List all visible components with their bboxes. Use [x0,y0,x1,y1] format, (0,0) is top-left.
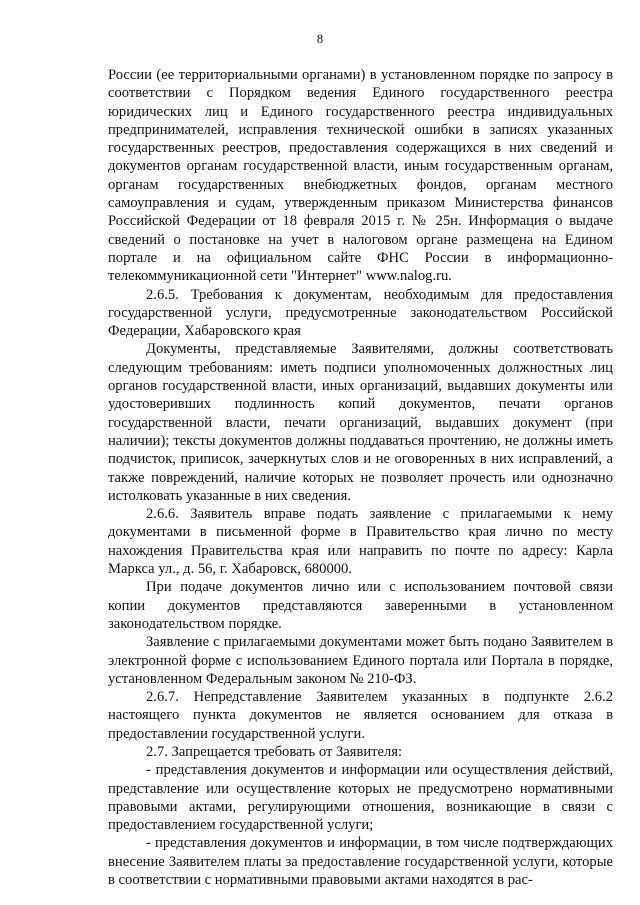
paragraph-2-6-5: 2.6.5. Требования к документам, необходимым для предоставления государственной услуги, предусмотренные законодательством Российской Федерации, Хабаровского края [108,286,613,340]
paragraph-personal-submission: При подаче документов лично или с использованием почтовой связи копии документов представляются заверенными в установленном законодательством порядке. [108,579,613,632]
paragraph-continuation: России (ее территориальными органами) в установленном порядке по запросу в соответствии с Порядком ведения Единого государственного реестра юридических лиц и Единого государственного реестра индивидуальных предпринимателей, исправления технической ошибки в записях указанных государственных реестров, предоставления содержащихся в них сведений и документов органам государственной власти, иным государственным органам, органам государственных внебюджетных фондов, органам местного самоуправления и судам, утвержденным приказом Министерства финансов Российской Федерации от 18 февраля 2015 г. № 25н. Информация о выдаче сведений о постановке на учет в налоговом органе размещена на Едином портале и на официальном сайте ФНС России в информационно-телекоммуникационной сети "Интернет" www.nalog.ru. [108,67,613,285]
paragraph-2-7: 2.7. Запрещается требовать от Заявителя: [146,743,403,760]
paragraph-document-requirements: Документы, представляемые Заявителями, должны соответствовать следующим требованиям: иметь подписи уполномоченных должностных лиц органов государственной власти, иных организаций, выдавших документы или удостоверивших подлинность копий документов, печати органов государственной власти, печати организаций, выдавших документ (при наличии); тексты документов должны поддаваться прочтению, не должны иметь подчисток, приписок, зачеркнутых слов и не оговоренных в них исправлений, а также повреждений, наличие которых не позволяет прочесть или однозначно истолковать указанные в них сведения. [108,341,613,504]
page-number: 8 [316,31,324,46]
paragraph-2-6-6: 2.6.6. Заявитель вправе подать заявление с прилагаемыми к нему документами в письменной форме в Правительство края лично по месту нахождения Правительства края или направить по почте по адресу: Карла Маркса ул., д. 56, г. Хабаровск, 680000. [108,506,613,578]
paragraph-2-6-7: 2.6.7. Непредставление Заявителем указанных в подпункте 2.6.2 настоящего пункта документов не является основанием для отказа в предоставлении государственной услуги. [108,689,613,742]
paragraph-electronic-submission: Заявление с прилагаемыми документами может быть подано Заявителем в электронной форме с использованием Единого портала или Портала в порядке, установленном Федеральным законом № 210-ФЗ. [108,634,613,687]
document-body [108,66,613,889]
list-item-prohibition-1: - представления документов и информации или осуществления действий, представление или осуществление которых не предусмотрено нормативными правовыми актами, регулирующими отношения, возникающие в связи с предоставлением государственной услуги; [108,762,613,834]
list-item-prohibition-2: - представления документов и информации, в том числе подтверждающих внесение Заявителем платы за предоставление государственной услуги, которые в соответствии с нормативными правовыми актами находятся в рас- [108,835,613,889]
